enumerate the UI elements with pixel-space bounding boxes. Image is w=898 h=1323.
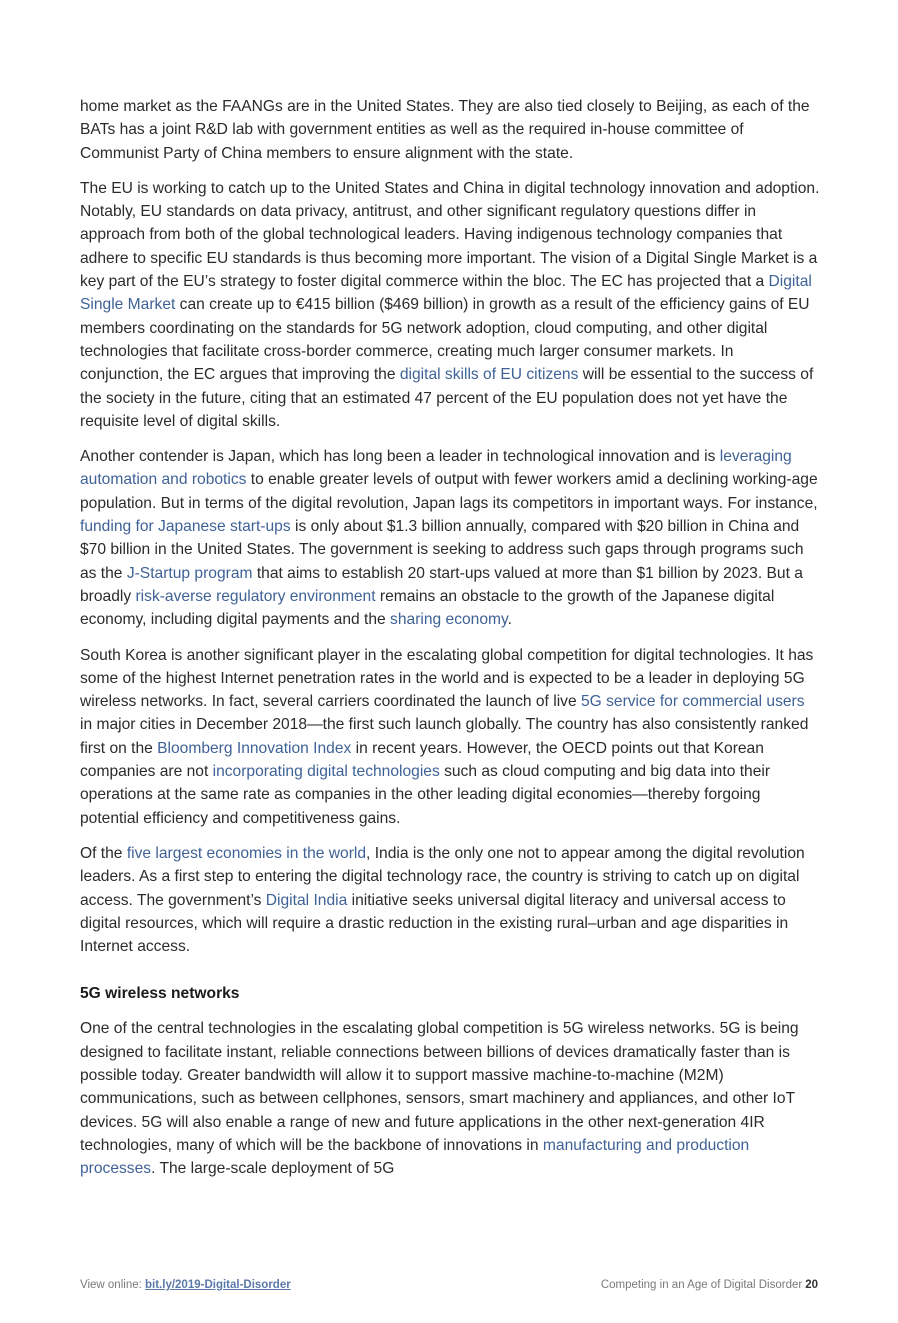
paragraph-text: The EU is working to catch up to the United States and China in digital technology innovation and adoption. Notably, EU standards on data privacy, antitrust, and other significant regulatory questions differ in approach from both of the global technological leaders. Having indigenous technology companies that adhere to specific EU standards is thus becoming more important. The vision of a Digital Single Market is a key part of the EU’s strategy to foster digital commerce within the bloc. The EC has projected that a [80,179,820,291]
paragraph-text: remains an obstacle to the growth of the Japanese digital economy, including digital payments and the [80,587,775,629]
paragraph-text: that aims to establish 20 start-ups valued at more than $1 billion by 2023. But a broadly [80,564,803,605]
paragraph-text: South Korea is another significant player in the escalating global competition for digital technologies. It has some of the highest Internet penetration rates in the world and is expected to be a leader in deploying 5G wireless networks. In fact, several carriers coordinated the launch of live [80,646,814,711]
inline-link[interactable]: J-Startup program [126,564,253,582]
inline-link[interactable]: Digital Single Market [80,273,812,314]
inline-link[interactable]: Bloomberg Innovation Index [157,739,352,757]
inline-link[interactable]: 5G service for commercial users [580,693,805,711]
paragraph-text: , India is the only one not to appear among the digital revolution leaders. As a first step to entering the digital technology race, the country is striving to catch up on digital access. The government’s [80,844,805,909]
section-heading: 5G wireless networks [80,985,240,1003]
body-paragraph [80,95,820,165]
inline-link[interactable]: digital skills of EU citizens [399,366,579,384]
page-content [80,95,820,1192]
inline-link[interactable]: incorporating digital technologies [212,763,440,781]
view-online-label: View online: [80,1279,145,1291]
body-paragraph [80,445,820,631]
paragraph-text: Of the [80,844,127,862]
page-number: 20 [805,1279,818,1291]
body-paragraph [80,177,820,433]
paragraph-text: initiative seeks universal digital literacy and universal access to digital resources, which will require a drastic reduction in the existing rural–urban and age disparities in Internet access. [80,891,789,956]
inline-link[interactable]: risk-averse regulatory environment [135,587,376,605]
inline-link[interactable]: funding for Japanese start-ups [80,518,291,536]
paragraph-text: is only about $1.3 billion annually, compared with $20 billion in China and $70 billion in the United States. The government is seeking to address such gaps through programs such as the [80,518,804,582]
section-paragraphs [80,1017,820,1180]
paragraph-text: in recent years. However, the OECD points out that Korean companies are not [80,739,764,781]
body-paragraphs [80,95,820,958]
inline-link[interactable]: Digital India [265,891,348,909]
paragraph-text: . [507,611,512,629]
inline-link[interactable]: manufacturing and production processes [80,1136,750,1178]
body-paragraph [80,644,820,830]
paragraph-text: such as cloud computing and big data into their operations at the same rate as companies in the other leading digital economies—thereby forgoing potential efficiency and competitiveness gains. [80,763,771,827]
inline-link[interactable]: leveraging automation and robotics [80,448,792,489]
body-paragraph [80,1017,820,1180]
paragraph-text: Another contender is Japan, which has long been a leader in technological innovation and is [80,448,720,466]
footer-view-online [80,1277,291,1293]
paragraph-text: will be essential to the success of the society in the future, citing that an estimated 47 percent of the EU population does not yet have the requisite level of digital skills. [80,366,814,430]
footer-report-info [601,1277,818,1293]
paragraph-text: One of the central technologies in the escalating global competition is 5G wireless networks. 5G is being designed to facilitate instant, reliable connections between billions of devices dramatically faster than is possible today. Greater bandwidth will allow it to support massive machine-to-machine (M2M) communications, such as between cellphones, sensors, smart machinery and appliances, and other IoT devices. 5G will also enable a range of new and future applications in the other next-generation 4IR technologies, many of which will be the backbone of innovations in [80,1020,799,1154]
report-title: Competing in an Age of Digital Disorder [600,1279,803,1291]
paragraph-text: home market as the FAANGs are in the United States. They are also tied closely to Beijing, as each of the BATs has a joint R&D lab with government entities as well as the required in-house committee of Communist Party of China members to ensure alignment with the state. [80,98,810,162]
paragraph-text: can create up to €415 billion ($469 billion) in growth as a result of the efficiency gains of EU members coordinating on the standards for 5G network adoption, cloud computing, and other digital technologies that facilitate cross-border commerce, creating much larger consumer markets. In conjunction, the EC argues that improving the [80,296,810,384]
paragraph-text: . The large-scale deployment of 5G [151,1160,395,1178]
inline-link[interactable]: sharing economy [390,611,508,629]
paragraph-text: in major cities in December 2018—the first such launch globally. The country has also consistently ranked first on the [80,716,809,757]
inline-link[interactable]: five largest economies in the world [126,844,367,862]
view-online-link[interactable]: bit.ly/2019-Digital-Disorder [145,1279,291,1291]
body-paragraph [80,842,820,958]
paragraph-text: to enable greater levels of output with fewer workers amid a declining working-age population. But in terms of the digital revolution, Japan lags its competitors in important ways. For instance, [80,471,818,512]
